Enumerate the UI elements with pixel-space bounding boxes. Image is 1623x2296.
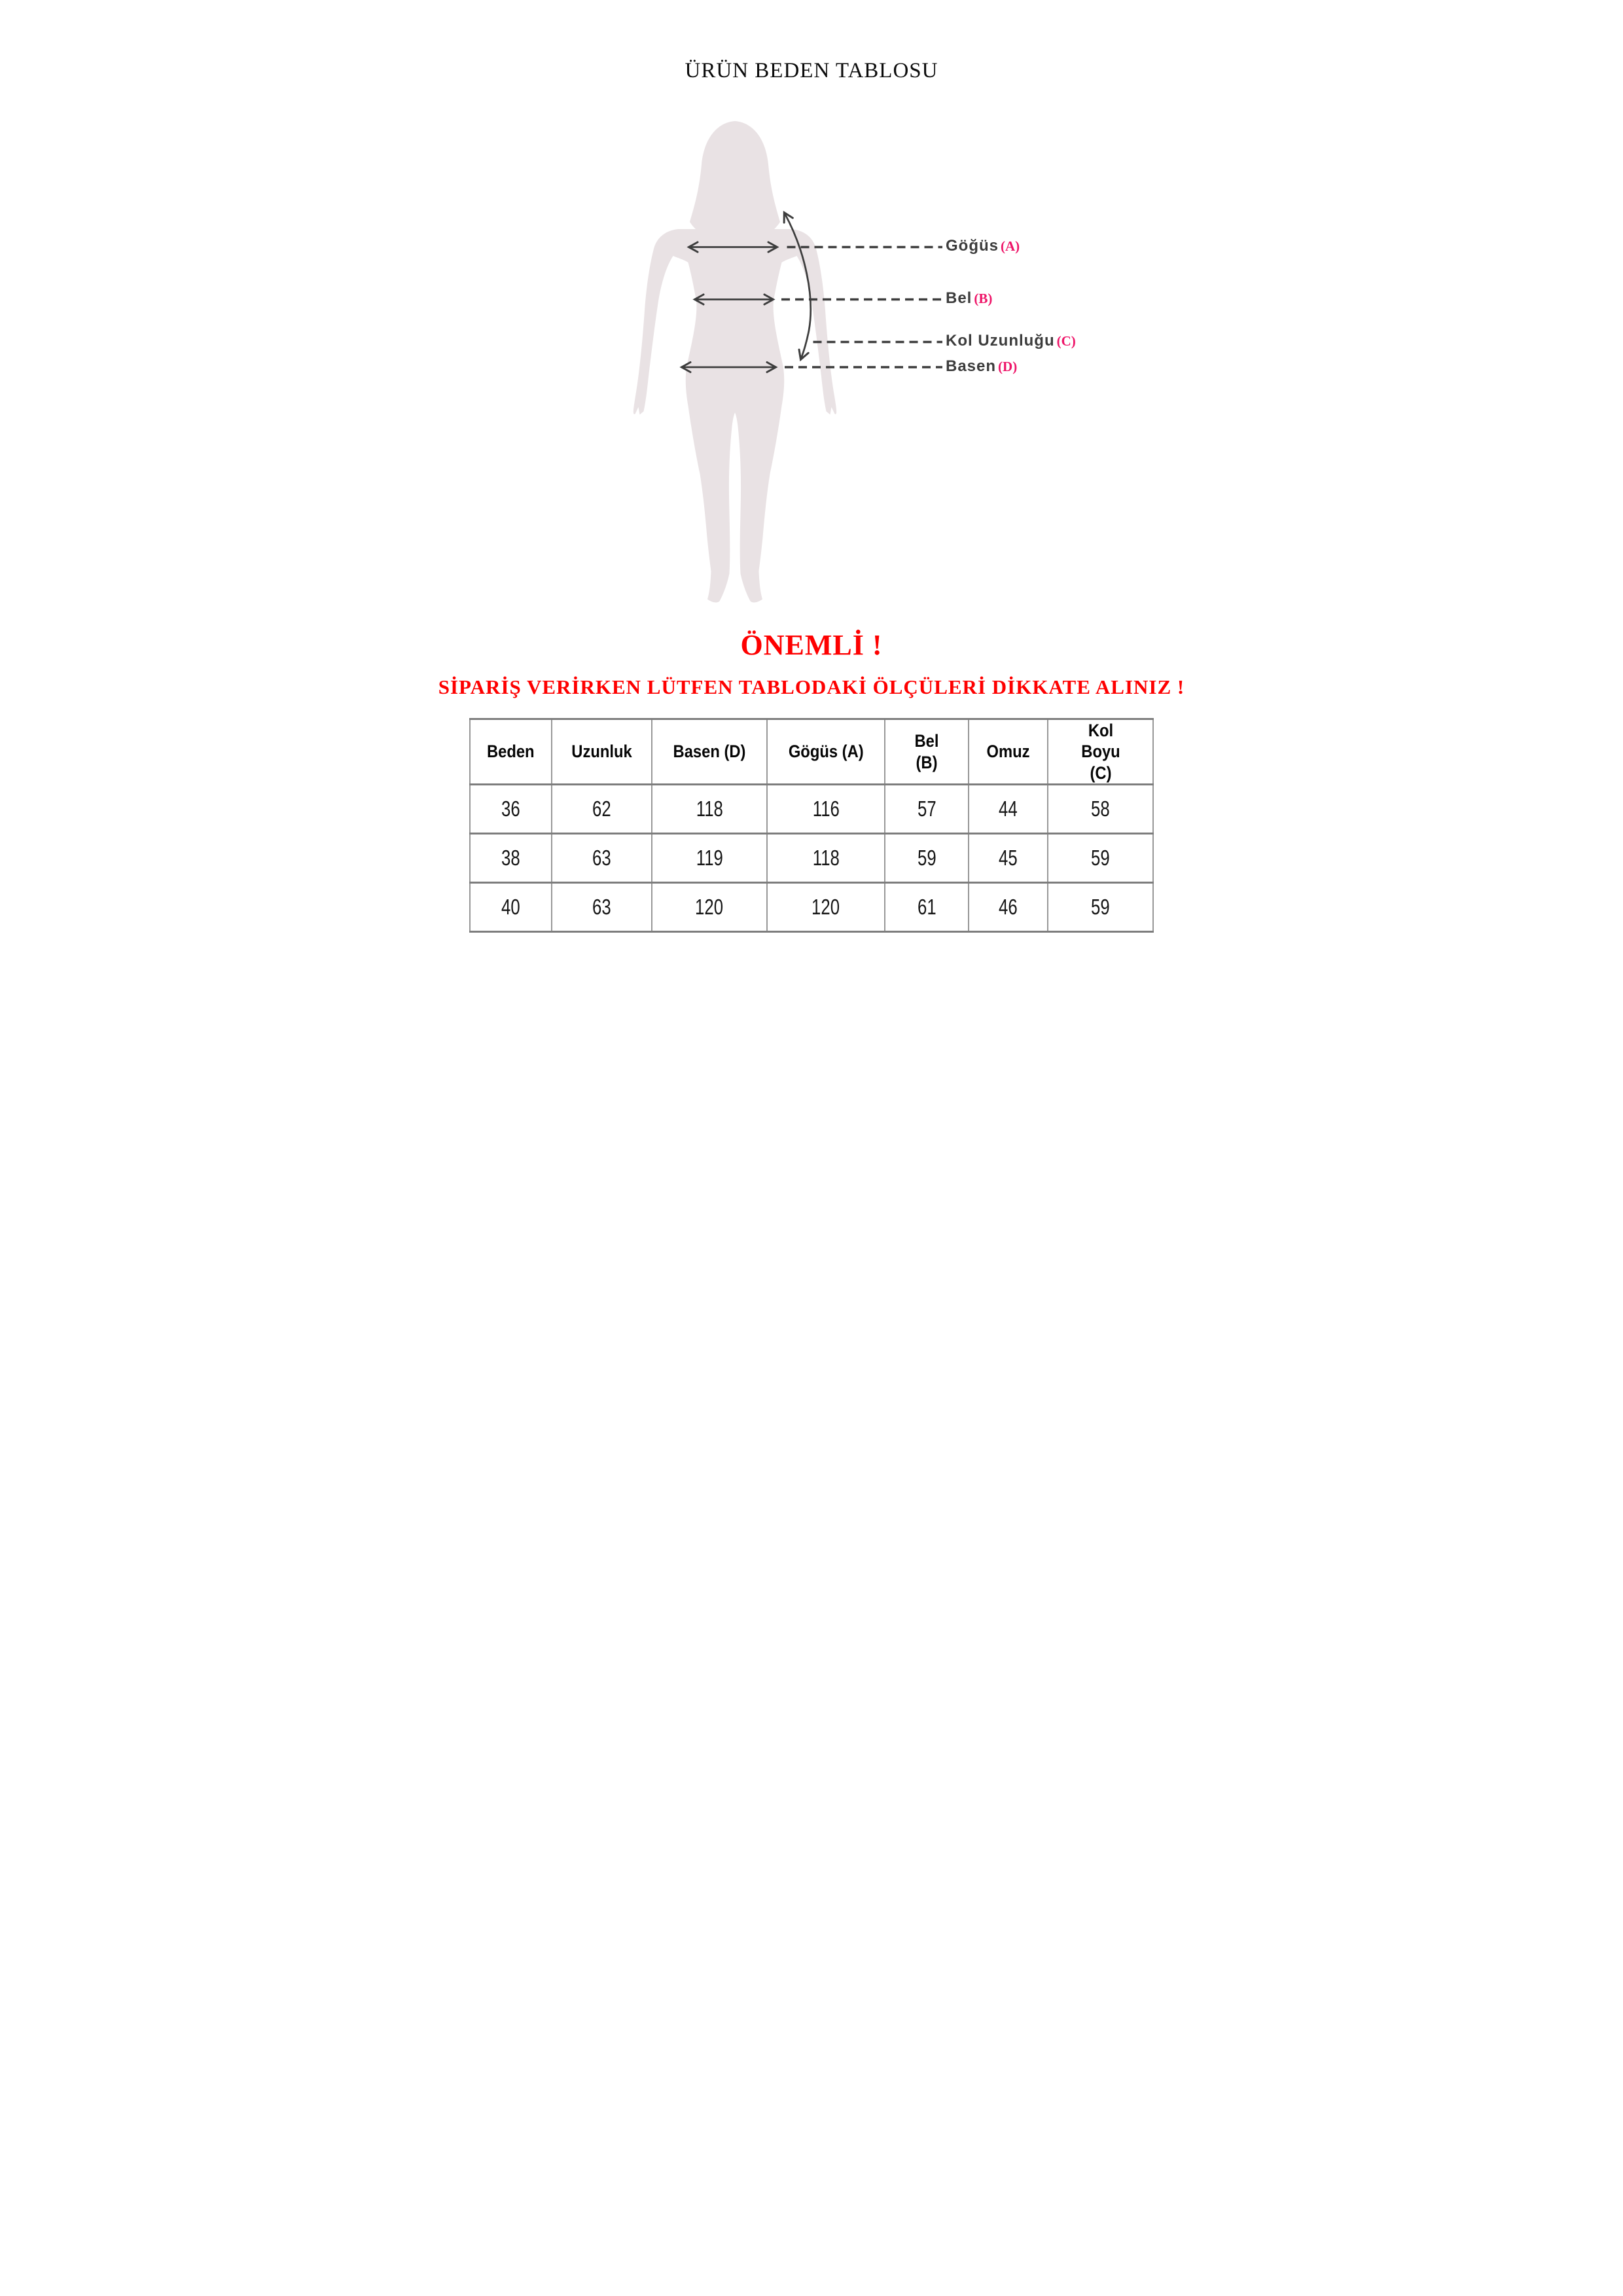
header-beden: Beden xyxy=(470,719,552,785)
table-cell: 62 xyxy=(552,785,651,834)
size-chart-page xyxy=(406,0,1217,1148)
label-arm-length xyxy=(946,332,1076,350)
page-title: ÜRÜN BEDEN TABLOSU xyxy=(685,59,938,82)
female-silhouette-diagram xyxy=(602,115,962,622)
table-cell: 118 xyxy=(767,834,885,883)
label-waist-letter: (B) xyxy=(974,291,993,306)
label-waist xyxy=(946,289,992,308)
table-header-row xyxy=(470,719,1153,785)
table-row-size-40 xyxy=(470,883,1153,932)
table-cell: 59 xyxy=(1048,883,1153,932)
header-omuz: Omuz xyxy=(969,719,1048,785)
table-cell: 59 xyxy=(1048,834,1153,883)
header-kol-boyu: Kol Boyu (C) xyxy=(1048,719,1153,785)
label-hip-letter: (D) xyxy=(998,359,1018,374)
table-cell: 61 xyxy=(885,883,969,932)
table-cell: 119 xyxy=(652,834,767,883)
female-silhouette xyxy=(633,121,836,602)
table-cell: 58 xyxy=(1048,785,1153,834)
label-hip-text: Basen xyxy=(946,357,997,375)
table-cell: 120 xyxy=(652,883,767,932)
label-chest-letter: (A) xyxy=(1001,238,1020,254)
table-cell: 116 xyxy=(767,785,885,834)
label-arm-length-text: Kol Uzunluğu xyxy=(946,332,1055,350)
table-cell: 57 xyxy=(885,785,969,834)
label-waist-text: Bel xyxy=(946,289,972,307)
table-row-size-38 xyxy=(470,834,1153,883)
header-basen: Basen (D) xyxy=(652,719,767,785)
table-cell: 59 xyxy=(885,834,969,883)
label-chest xyxy=(946,237,1020,255)
size-table-container xyxy=(469,718,1154,933)
label-chest-text: Göğüs xyxy=(946,237,999,255)
order-warning-text: SİPARİŞ VERİRKEN LÜTFEN TABLODAKİ ÖLÇÜLERİ DİKKATE ALINIZ ! xyxy=(438,675,1185,698)
label-hip xyxy=(946,357,1017,376)
table-cell: 46 xyxy=(969,883,1048,932)
table-cell: 63 xyxy=(552,834,651,883)
header-gogus: Gögüs (A) xyxy=(767,719,885,785)
table-cell: 44 xyxy=(969,785,1048,834)
table-cell: 63 xyxy=(552,883,651,932)
table-cell: 118 xyxy=(652,785,767,834)
table-cell: 120 xyxy=(767,883,885,932)
table-cell: 36 xyxy=(470,785,552,834)
header-bel: Bel (B) xyxy=(885,719,969,785)
header-uzunluk: Uzunluk xyxy=(552,719,651,785)
table-cell: 45 xyxy=(969,834,1048,883)
table-cell: 40 xyxy=(470,883,552,932)
table-row-size-36 xyxy=(470,785,1153,834)
size-table xyxy=(469,718,1154,933)
label-arm-length-letter: (C) xyxy=(1056,333,1076,349)
table-cell: 38 xyxy=(470,834,552,883)
important-heading: ÖNEMLİ ! xyxy=(740,629,883,661)
